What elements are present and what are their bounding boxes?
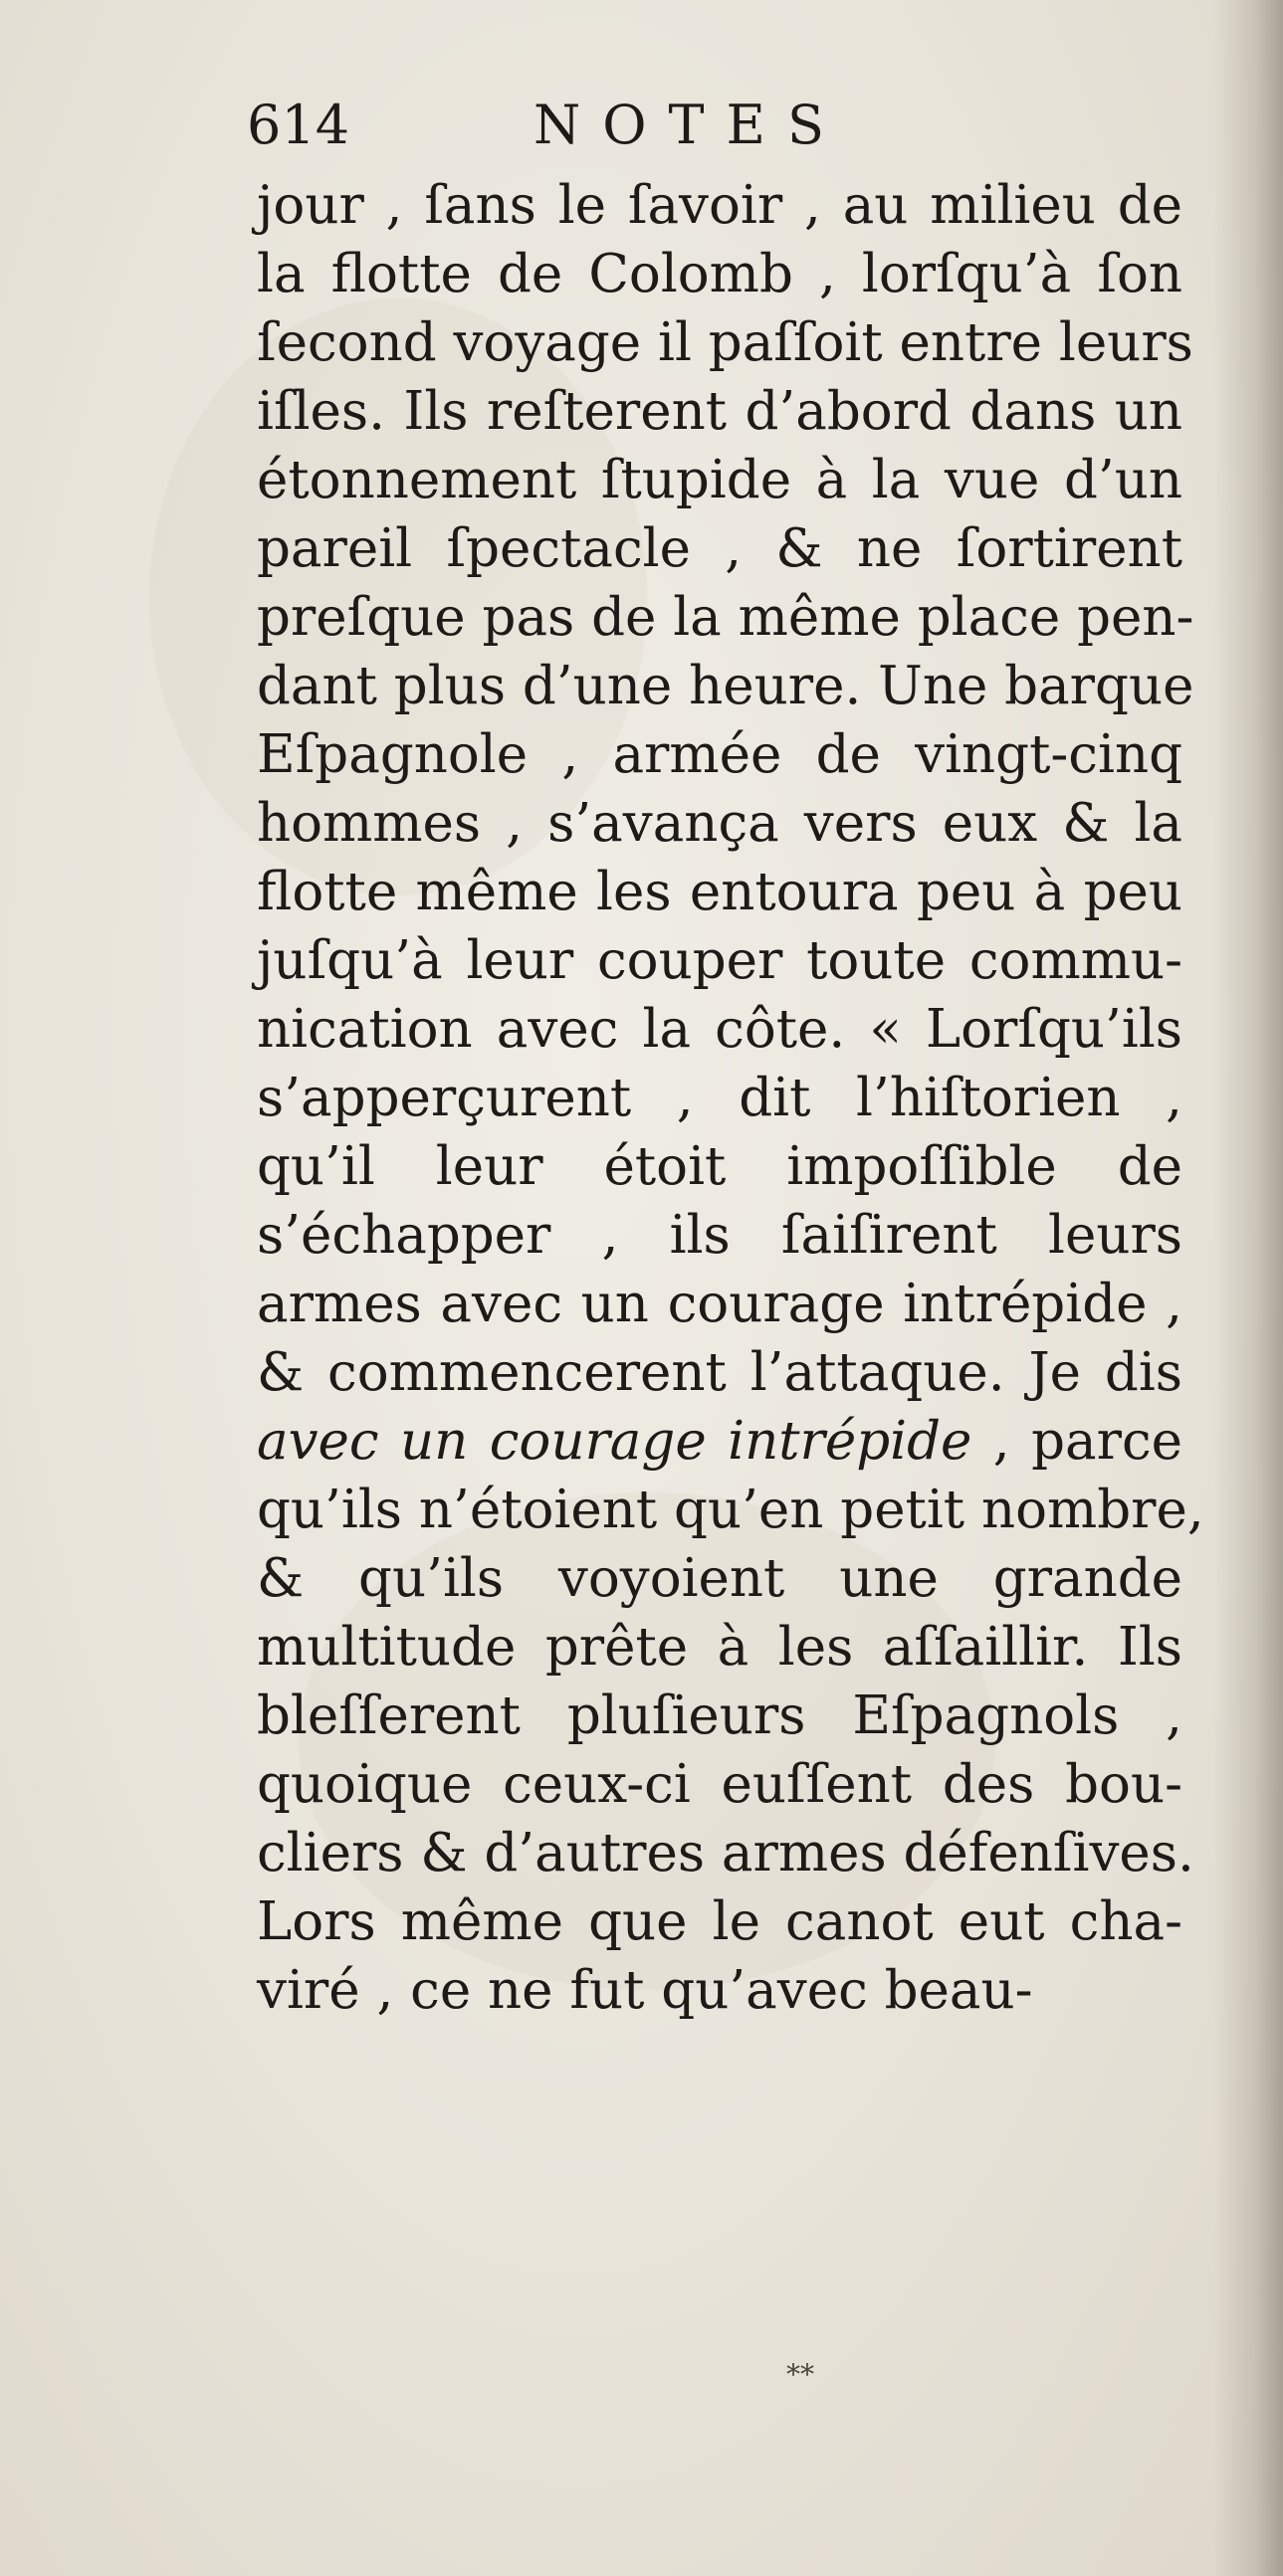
text-line: iſles. Ils reſterent d’abord dans un <box>257 381 1182 442</box>
page-number: 614 <box>247 94 350 156</box>
text-line: qu’il leur étoit impoſſible de <box>257 1136 1182 1197</box>
text-line: bleſſerent pluſieurs Eſpagnols , <box>257 1685 1182 1746</box>
text-line: s’échapper , ils ſaiſirent leurs <box>257 1205 1182 1266</box>
text-line: nication avec la côte. « Lorſqu’ils <box>257 999 1182 1060</box>
running-title: NOTES <box>534 94 846 156</box>
text-line: armes avec un courage intrépide , <box>257 1274 1182 1334</box>
binding-shadow <box>1213 0 1283 2576</box>
text-line: jour , ſans le ſavoir , au milieu de <box>257 175 1182 236</box>
text-line: étonnement ſtupide à la vue d’un <box>257 450 1182 510</box>
text-line: & commencerent l’attaque. Je dis <box>257 1342 1182 1403</box>
text-line: cliers & d’autres armes défenſives. <box>257 1823 1194 1883</box>
text-line: qu’ils n’étoient qu’en petit nombre, <box>257 1480 1204 1540</box>
text-line: multitude prête à les aſſaillir. Ils <box>257 1617 1182 1678</box>
text-line: hommes , s’avança vers eux & la <box>257 793 1182 854</box>
text-line: ſecond voyage il paſſoit entre leurs <box>257 312 1193 373</box>
text-line: preſque pas de la même place pen- <box>257 587 1194 648</box>
text-line: dant plus d’une heure. Une barque <box>257 656 1194 716</box>
text-line: juſqu’à leur couper toute commu- <box>257 930 1182 991</box>
italic-phrase: avec un courage intrépide <box>257 1411 972 1472</box>
text-line: Eſpagnole , armée de vingt-cinq <box>257 724 1182 785</box>
text-line: quoique ceux-ci euſſent des bou- <box>257 1754 1182 1815</box>
text-line: s’apperçurent , dit l’hiſtorien , <box>257 1068 1182 1128</box>
signature-mark: ** <box>786 2358 814 2391</box>
page-header <box>247 86 1143 165</box>
text-line: pareil ſpectacle , & ne ſortirent <box>257 518 1182 579</box>
text-line: flotte même les entoura peu à peu <box>257 862 1182 922</box>
text-line: viré , ce ne fut qu’avec beau- <box>257 1960 1033 2021</box>
text-line: Lors même que le canot eut cha- <box>257 1891 1182 1952</box>
text-run: , parce <box>971 1411 1183 1472</box>
text-line-mixed <box>257 1407 1182 1476</box>
body-text <box>257 171 1204 2025</box>
text-line: la flotte de Colomb , lorſqu’à ſon <box>257 244 1182 304</box>
text-line: & qu’ils voyoient une grande <box>257 1548 1182 1609</box>
